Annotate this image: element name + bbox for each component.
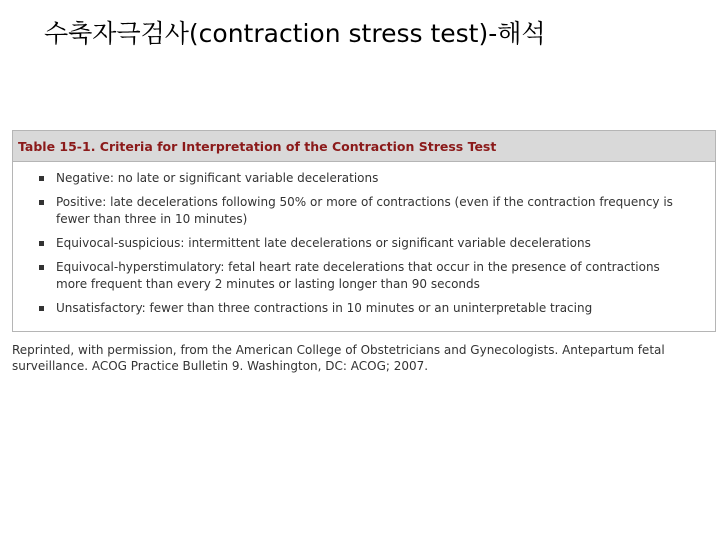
bullet-icon [39, 200, 44, 205]
criteria-item-equivocal-suspicious [39, 235, 685, 252]
criteria-item-negative [39, 170, 685, 187]
criteria-item-unsatisfactory [39, 300, 685, 317]
bullet-icon [39, 265, 44, 270]
bullet-icon [39, 241, 44, 246]
table-title: Table 15-1. Criteria for Interpretation of the Contraction Stress Test [13, 131, 715, 162]
criteria-text: Positive: late decelerations following 50% or more of contractions (even if the contraction frequency is fewer than three in 10 minutes) [56, 195, 673, 226]
criteria-text: Unsatisfactory: fewer than three contractions in 10 minutes or an uninterpretable tracing [56, 301, 593, 315]
criteria-item-equivocal-hyperstimulatory [39, 259, 685, 293]
bullet-icon [39, 306, 44, 311]
source-footnote: Reprinted, with permission, from the American College of Obstetricians and Gynecologists. Antepartum fetal surveillance. ACOG Practice Bulletin 9. Washington, DC: ACOG; 2007. [12, 343, 665, 373]
criteria-text: Equivocal-suspicious: intermittent late decelerations or significant variable decelerations [56, 236, 591, 250]
criteria-text: Equivocal-hyperstimulatory: fetal heart rate decelerations that occur in the presence of contractions more frequent than every 2 minutes or lasting longer than 90 seconds [56, 260, 660, 291]
bullet-icon [39, 176, 44, 181]
criteria-item-positive [39, 194, 685, 228]
criteria-table [12, 130, 716, 332]
criteria-text: Negative: no late or significant variable decelerations [56, 171, 379, 185]
criteria-list [13, 162, 715, 317]
slide-title: 수축자극검사(contraction stress test)-해석 [44, 19, 546, 48]
